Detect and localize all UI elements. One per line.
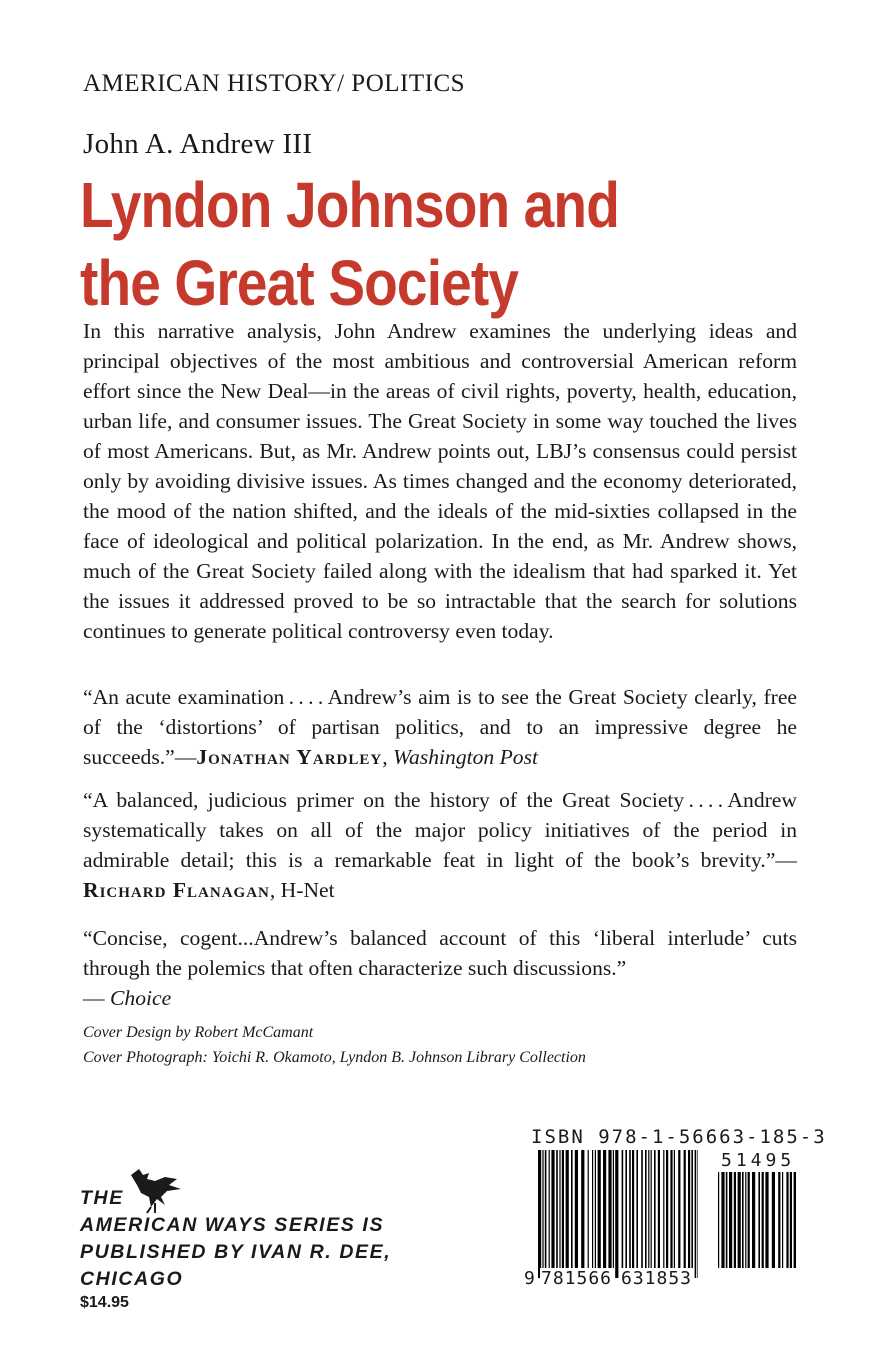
review-quote-yardley: “An acute examination . . . . Andrew’s aim is to see the Great Society clearly, free of the ‘distortions’ of partisan politics, and to an impressive degree he succeeds.”—Jonathan Yardley, Washington Post xyxy=(83,685,797,769)
cover-photo-credit: Cover Photograph: Yoichi R. Okamoto, Lyndon B. Johnson Library Collection xyxy=(83,1049,586,1066)
barcode-bar xyxy=(670,1150,672,1268)
barcode-bar xyxy=(581,1150,584,1268)
review-source: Choice xyxy=(110,986,172,1010)
book-title xyxy=(80,166,619,322)
barcode-addon-digits: 51495 xyxy=(721,1150,796,1171)
barcode-bar xyxy=(595,1150,596,1268)
barcode-bar xyxy=(794,1172,796,1268)
review-quote-flanagan: “A balanced, judicious primer on the history of the Great Society . . . . Andrew systematically takes on all of the major policy initiatives of the period in admirable detail; this is a remarkable feat in light of the book’s brevity.”—Richard Flanagan, H-Net xyxy=(83,788,797,902)
barcode-bar xyxy=(588,1150,589,1268)
review-quote-text: “Concise, cogent...Andrew’s balanced account of this ‘liberal interlude’ cuts through the polemics that often characterize such discussions.” xyxy=(83,926,797,980)
barcode-bar xyxy=(622,1150,624,1268)
book-title-line-2: the Great Society xyxy=(80,247,519,319)
barcode-bar xyxy=(629,1150,631,1268)
barcode-bar xyxy=(651,1150,652,1268)
barcode-bars xyxy=(538,1150,698,1278)
barcode-bar xyxy=(678,1150,680,1268)
barcode-bar xyxy=(641,1150,643,1268)
review-quote-text: “A balanced, judicious primer on the history of the Great Society . . . . Andrew systematically takes on all of the major policy initiatives of the period in admirable detail; this is a remarkable feat in light of the book’s brevity.”— xyxy=(83,788,797,872)
barcode-bar xyxy=(786,1172,788,1268)
barcode-bar xyxy=(758,1172,760,1268)
barcode-bar xyxy=(613,1150,614,1268)
barcode-bar xyxy=(648,1150,649,1268)
review-source: Washington Post xyxy=(393,745,538,769)
review-attribution: Richard Flanagan xyxy=(83,878,270,902)
barcode-bar xyxy=(782,1172,783,1268)
barcode-right-group: 631853 xyxy=(621,1268,693,1289)
barcode-bar xyxy=(734,1172,736,1268)
barcode-bar xyxy=(608,1150,611,1268)
barcode-bar xyxy=(688,1150,690,1268)
barcode-bar xyxy=(790,1172,792,1268)
cover-credits xyxy=(83,1020,586,1070)
barcode-bar xyxy=(663,1150,664,1268)
barcode-bar xyxy=(571,1150,573,1268)
barcode-bar xyxy=(695,1150,697,1278)
series-line: THE xyxy=(80,1187,124,1209)
barcode-bar xyxy=(762,1172,764,1268)
barcode-bar xyxy=(729,1172,732,1268)
barcode-bar xyxy=(742,1172,744,1268)
book-title-line-1: Lyndon Johnson and xyxy=(80,169,619,241)
barcode-addon-bars xyxy=(718,1172,796,1278)
barcode-bar xyxy=(752,1172,755,1268)
barcode-bar xyxy=(562,1150,564,1268)
series-line: PUBLISHED BY IVAN R. DEE, xyxy=(80,1241,392,1263)
isbn: ISBN 978-1-56663-185-3 xyxy=(531,1126,827,1148)
barcode-bar xyxy=(645,1150,647,1268)
category-label: AMERICAN HISTORY/ POLITICS xyxy=(83,70,466,97)
barcode-bar xyxy=(549,1150,550,1268)
barcode-bar xyxy=(545,1150,547,1268)
barcode-bar xyxy=(551,1150,554,1268)
barcode-bar xyxy=(726,1172,728,1268)
barcode-bar xyxy=(718,1172,719,1268)
book-description: In this narrative analysis, John Andrew examines the underlying ideas and principal objectives of the most ambitious and controversial American reform effort since the New Deal—in the areas of civil rights, poverty, health, education, urban life, and consumer issues. The Great Society in some way touched the lives of most Americans. But, as Mr. Andrew points out, LBJ’s consensus could persist only by avoiding divisive issues. As times changed and the economy deteriorated, the mood of the nation shifted, and the ideals of the mid-sixties collapsed in the face of ideological and political polarization. In the end, as Mr. Andrew shows, much of the Great Society failed along with the idealism that had sparked it. Yet the issues it addressed proved to be so intractable that the search for solutions continues to generate political controversy even today. xyxy=(83,319,797,643)
barcode-bar xyxy=(666,1150,668,1268)
barcode-lead-digit: 9 xyxy=(524,1268,535,1289)
barcode-bar xyxy=(603,1150,606,1268)
barcode-bar xyxy=(738,1172,741,1268)
review-attribution: Jonathan Yardley xyxy=(196,745,383,769)
barcode-bar xyxy=(575,1150,578,1268)
barcode-bar xyxy=(745,1172,746,1268)
author-name: John A. Andrew III xyxy=(83,128,313,160)
barcode-bar xyxy=(615,1150,618,1278)
barcode-bar xyxy=(592,1150,593,1268)
review-quote-text: “An acute examination . . . . Andrew’s aim is to see the Great Society clearly, free of the ‘distortions’ of partisan politics, and to an impressive degree he succeeds.”— xyxy=(83,685,797,769)
barcode-bar xyxy=(559,1150,560,1268)
barcode-bar xyxy=(778,1172,780,1268)
cover-design-credit: Cover Design by Robert McCamant xyxy=(83,1024,314,1041)
barcode-bar xyxy=(697,1150,698,1278)
barcode-bar xyxy=(566,1150,569,1268)
barcode-bar xyxy=(654,1150,656,1268)
barcode-bar xyxy=(765,1172,768,1268)
barcode-bar xyxy=(636,1150,638,1268)
barcode-bar xyxy=(556,1150,558,1268)
publisher-series xyxy=(80,1185,391,1293)
barcode-bar xyxy=(625,1150,627,1268)
barcode-bar xyxy=(598,1150,601,1268)
barcode-bar xyxy=(691,1150,693,1268)
barcode-bar xyxy=(542,1150,543,1268)
barcode-bar xyxy=(674,1150,675,1268)
review-attribution-prefix: — xyxy=(83,986,110,1010)
series-line: CHICAGO xyxy=(80,1268,184,1290)
barcode-bar xyxy=(772,1172,775,1268)
review-quote-choice xyxy=(83,923,797,1013)
barcode-bar xyxy=(658,1150,660,1268)
barcode-bar xyxy=(632,1150,634,1268)
barcode-bar xyxy=(721,1172,724,1268)
series-line: AMERICAN WAYS SERIES IS xyxy=(80,1214,385,1236)
barcode-bar xyxy=(748,1172,750,1268)
barcode-bar xyxy=(538,1150,541,1278)
review-source: H-Net xyxy=(280,878,335,902)
barcode xyxy=(520,1150,810,1290)
barcode-left-group: 781566 xyxy=(541,1268,613,1289)
price: $14.95 xyxy=(80,1294,129,1311)
barcode-bar xyxy=(684,1150,686,1268)
